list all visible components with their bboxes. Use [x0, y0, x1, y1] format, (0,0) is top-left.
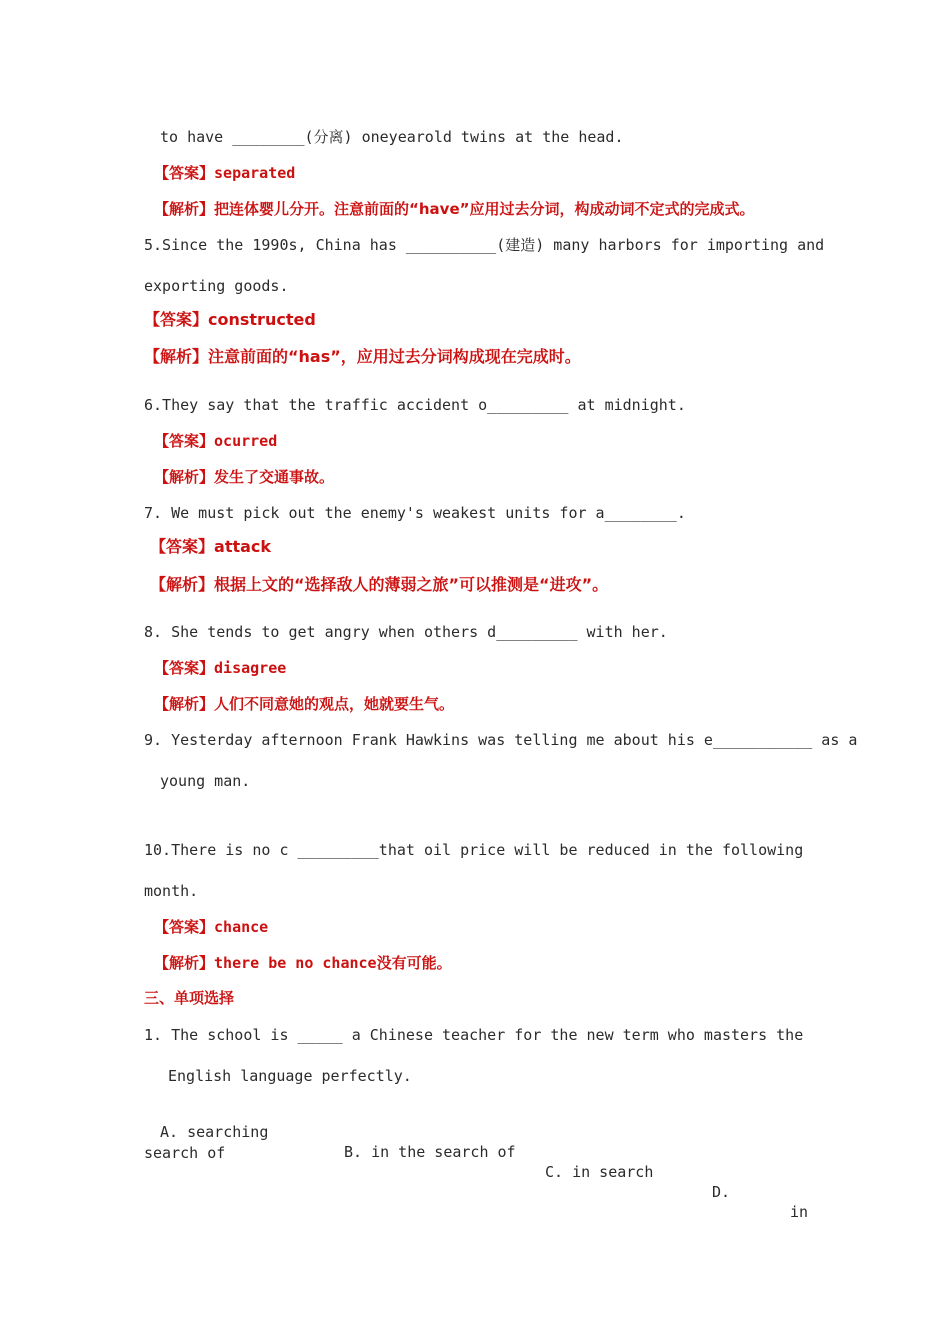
- answer-text: attack: [214, 537, 272, 556]
- analysis-tag: 【解析】: [150, 575, 215, 594]
- answer-text: separated: [214, 164, 296, 182]
- answer-tag: 【答案】: [154, 164, 215, 182]
- analysis-tag: 【解析】: [144, 347, 209, 366]
- q7-stem: 7. We must pick out the enemy's weakest units for a________.: [144, 504, 686, 522]
- mc-q1-stem-line2: English language perfectly.: [168, 1067, 412, 1085]
- answer-tag: 【答案】: [150, 537, 215, 556]
- option-b: B. in the search of: [344, 1143, 516, 1161]
- q9-stem-line1: 9. Yesterday afternoon Frank Hawkins was telling me about his e___________ as a: [144, 731, 858, 749]
- analysis-tag: 【解析】: [154, 200, 215, 218]
- option-d: D.: [712, 1183, 731, 1201]
- analysis-tag: 【解析】: [154, 468, 215, 486]
- q5-answer: [144, 310, 806, 330]
- q6-stem: 6.They say that the traffic accident o_________ at midnight.: [144, 396, 686, 414]
- q5-stem-line2: exporting goods.: [144, 277, 289, 295]
- analysis-en: there be no chance: [214, 954, 377, 972]
- q8-stem: 8. She tends to get angry when others d_________ with her.: [144, 623, 668, 641]
- analysis-text: 没有可能。: [376, 954, 452, 972]
- q9-stem-line2: young man.: [160, 772, 251, 790]
- q6-analysis: [154, 467, 806, 487]
- analysis-tag: 【解析】: [154, 954, 215, 972]
- q8-answer: [154, 658, 806, 678]
- analysis-text: 注意前面的“has”，应用过去分词构成现在完成时。: [208, 347, 581, 366]
- answer-tag: 【答案】: [154, 918, 215, 936]
- q10-analysis: [154, 953, 806, 973]
- q5-analysis: [144, 347, 806, 367]
- answer-tag: 【答案】: [144, 310, 209, 329]
- q5-stem-line1: 5.Since the 1990s, China has __________(建造) many harbors for importing and: [144, 236, 825, 254]
- mc-q1-stem-line1: 1. The school is _____ a Chinese teacher for the new term who masters the: [144, 1026, 804, 1044]
- q4-answer: [154, 163, 806, 183]
- answer-tag: 【答案】: [154, 432, 215, 450]
- q8-analysis: [154, 694, 806, 714]
- q6-answer: [154, 431, 806, 451]
- answer-text: chance: [214, 918, 269, 936]
- q10-answer: [154, 917, 806, 937]
- section-heading: 三、单项选择: [144, 989, 235, 1007]
- option-c: C. in search: [545, 1163, 654, 1181]
- analysis-text: 把连体婴儿分开。注意前面的“have”应用过去分词，构成动词不定式的完成式。: [214, 200, 755, 218]
- q10-stem-line2: month.: [144, 882, 199, 900]
- q7-analysis: [150, 575, 806, 595]
- answer-text: disagree: [214, 659, 287, 677]
- analysis-text: 人们不同意她的观点，她就要生气。: [214, 695, 455, 713]
- analysis-tag: 【解析】: [154, 695, 215, 713]
- answer-text: constructed: [208, 310, 316, 329]
- q4-stem-line2: to have ________(分离) oneyearold twins at the head.: [160, 128, 624, 146]
- q4-analysis: [154, 199, 806, 219]
- q10-stem-line1: 10.There is no c _________that oil price will be reduced in the following: [144, 841, 804, 859]
- mc-q1-option-d-wrap: search of: [144, 1144, 226, 1162]
- option-a: A. searching: [160, 1123, 269, 1141]
- answer-text: ocurred: [214, 432, 278, 450]
- analysis-text: 发生了交通事故。: [214, 468, 335, 486]
- answer-tag: 【答案】: [154, 659, 215, 677]
- q7-answer: [150, 537, 806, 557]
- analysis-text: 根据上文的“选择敌人的薄弱之旅”可以推测是“进攻”。: [214, 575, 609, 594]
- option-d-text: in: [790, 1203, 809, 1221]
